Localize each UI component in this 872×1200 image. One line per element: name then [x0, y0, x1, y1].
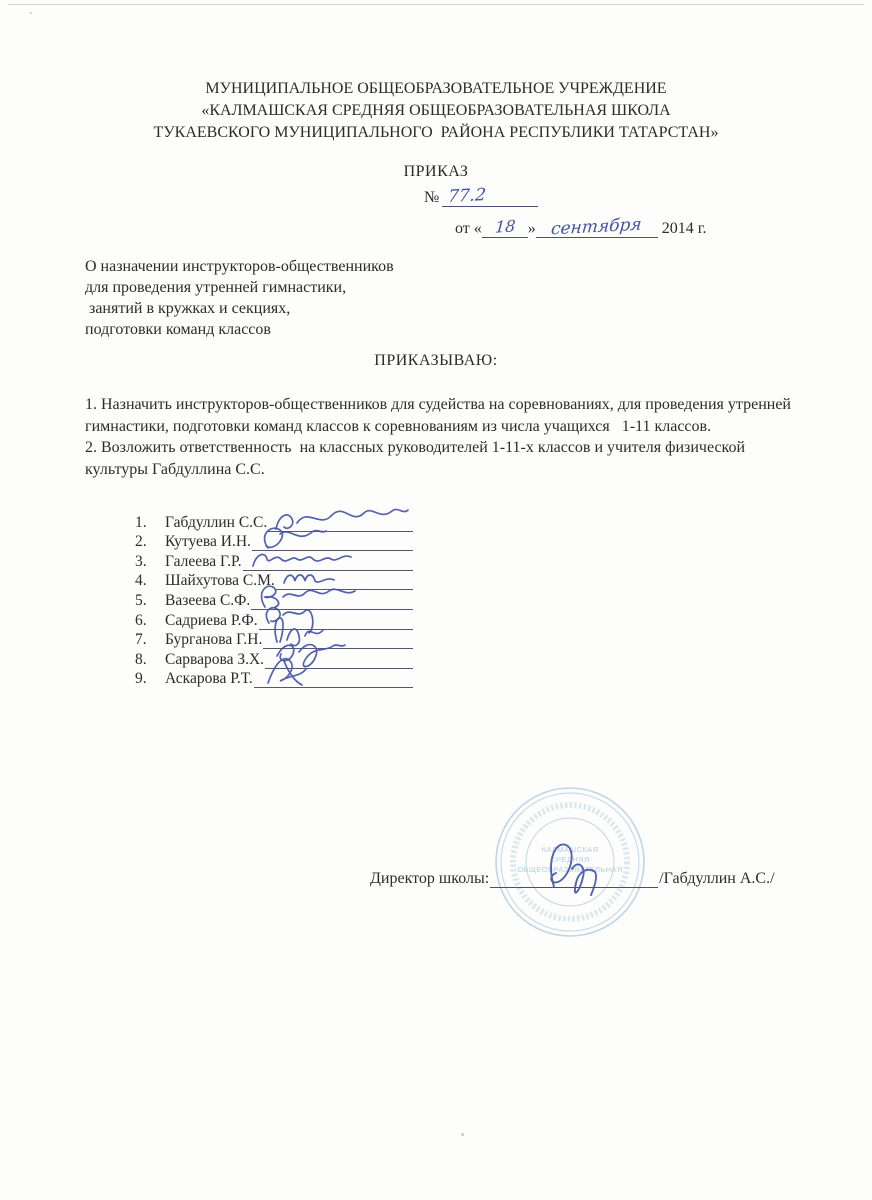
- director-signature-line: [490, 871, 658, 888]
- signatory-name: Аскарова Р.Т.: [165, 670, 253, 688]
- order-title: ПРИКАЗ: [403, 163, 469, 180]
- signatory-name: Шайхутова С.М.: [165, 572, 275, 590]
- order-number-line: [424, 184, 538, 208]
- header-line-3: ТУКАЕВСКОГО МУНИЦИПАЛЬНОГО РАЙОНА РЕСПУБЛИКИ ТАТАРСТАН»: [153, 124, 719, 141]
- scan-edge-artifact: [8, 4, 864, 5]
- director-signature-row: [370, 870, 775, 888]
- signatory-name: Садриева Р.Ф.: [165, 611, 258, 629]
- director-signed-name: /Габдуллин А.С./: [659, 870, 775, 887]
- signatory-number: 9.: [135, 670, 147, 688]
- signatory-number: 7.: [135, 631, 147, 649]
- order-number-handwritten: 77.2: [447, 184, 487, 208]
- signatory-number: 2.: [135, 533, 147, 551]
- order-subject: [85, 256, 394, 340]
- signatory-number: 8.: [135, 650, 147, 668]
- list-item: [135, 669, 413, 689]
- decree-label: ПРИКАЗЫВАЮ:: [374, 352, 498, 369]
- subject-line-2: для проведения утренней гимнастики,: [85, 279, 347, 296]
- date-month-blank: [536, 214, 658, 240]
- signatory-name: Вазеева С.Ф.: [165, 591, 251, 609]
- signatories-list: [135, 512, 413, 688]
- order-number-blank: [442, 184, 538, 208]
- order-date-line: [455, 214, 707, 240]
- signatory-number: 1.: [135, 513, 147, 531]
- order-paragraphs: [85, 394, 799, 480]
- header-line-2: «КАЛМАШСКАЯ СРЕДНЯЯ ОБЩЕОБРАЗОВАТЕЛЬНАЯ ШКОЛА: [201, 102, 671, 119]
- list-item: [135, 551, 413, 571]
- subject-line-3: занятий в кружках и секциях,: [85, 300, 291, 317]
- signatory-number: 4.: [135, 572, 147, 590]
- signatory-number: 3.: [135, 552, 147, 570]
- subject-line-1: О назначении инструкторов-общественников: [85, 258, 394, 275]
- scan-speck: [30, 12, 32, 14]
- signatory-name: Бурганова Г.Н.: [165, 631, 263, 649]
- signature-line: [254, 671, 413, 688]
- director-role-label: Директор школы:: [370, 870, 490, 887]
- date-day-handwritten: 18: [493, 216, 516, 237]
- subject-line-4: подготовки команд классов: [85, 321, 271, 338]
- header-line-1: МУНИЦИПАЛЬНОЕ ОБЩЕОБРАЗОВАТЕЛЬНОЕ УЧРЕЖДЕНИЕ: [205, 80, 667, 97]
- date-month-handwritten: сентября: [550, 214, 643, 240]
- date-quote-close: »: [527, 220, 536, 237]
- signature-director-icon: [528, 829, 628, 915]
- paragraph-1: 1. Назначить инструкторов-общественников для судейства на соревнованиях, для проведения утренней гимнастики, подготовки команд классов к соревнованиям из числа учащихся 1-11 классов.: [85, 396, 795, 435]
- signatory-number: 5.: [135, 591, 147, 609]
- signature-askarova-icon: [256, 653, 346, 693]
- document-header: [0, 78, 872, 144]
- stamp-center-line-1: КАЛМАШСКАЯ: [541, 845, 599, 854]
- signatory-name: Сарварова З.Х.: [165, 650, 265, 668]
- stamp-center-line-3: ОБЩЕОБРАЗОВАТЕЛЬНАЯ: [517, 865, 623, 874]
- stamp-center-line-2: СРЕДНЯЯ: [550, 855, 590, 864]
- signatory-name: Галеева Г.Р.: [165, 552, 242, 570]
- order-number-label: №: [424, 189, 440, 206]
- signatory-number: 6.: [135, 611, 147, 629]
- scan-speck: [461, 1133, 464, 1136]
- paragraph-2: 2. Возложить ответственность на классных руководителей 1-11-х классов и учителя физической культуры Габдуллина С.С.: [85, 439, 750, 478]
- date-year: 2014 г.: [657, 220, 707, 237]
- date-day-blank: [482, 216, 528, 238]
- date-prefix: от «: [455, 220, 482, 237]
- signatory-name: Габдуллин С.С.: [165, 513, 268, 531]
- signatory-name: Кутуева И.Н.: [165, 533, 251, 551]
